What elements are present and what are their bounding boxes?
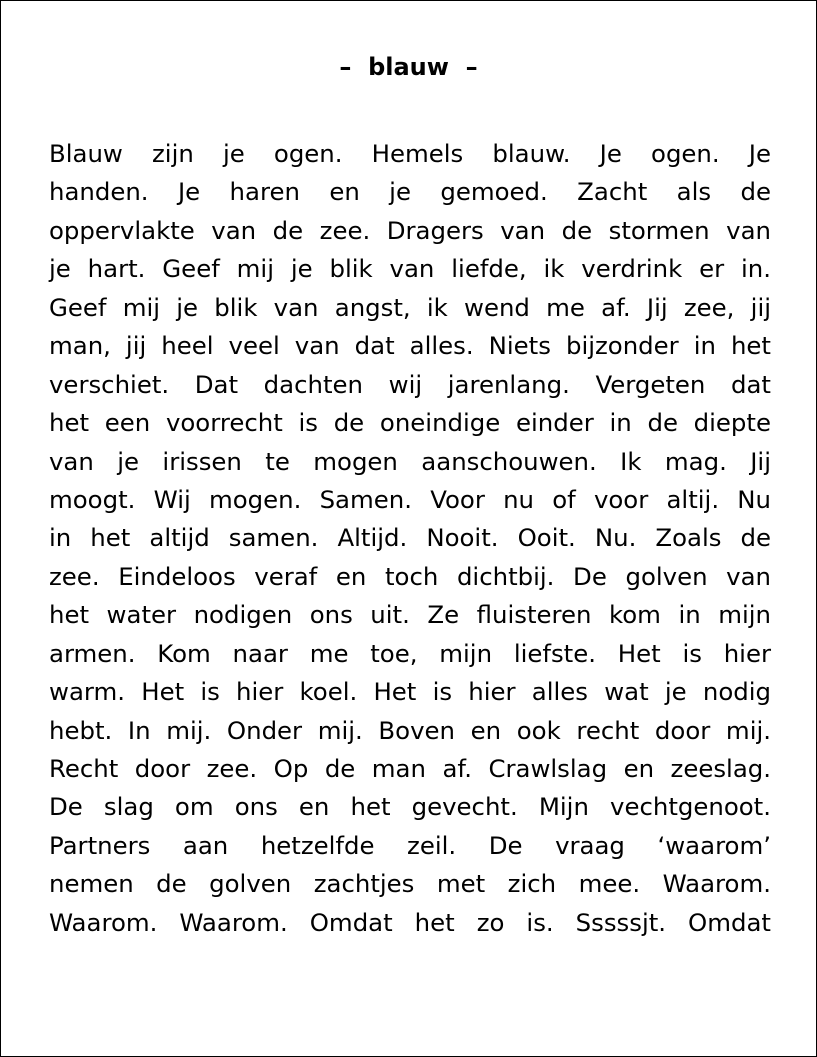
text-line: handen. Je haren en je gemoed. Zacht als de (49, 177, 771, 207)
text-line: warm. Het is hier koel. Het is hier alles wat je nodig (49, 677, 771, 707)
text-line: Blauw zijn je ogen. Hemels blauw. Je ogen. Je (49, 139, 771, 168)
text-line: verschiet. Dat dachten wij jarenlang. Vergeten dat (49, 369, 771, 399)
text-line: zee. Eindeloos veraf en toch dichtbij. De golven van (49, 561, 771, 591)
body-paragraph (49, 135, 771, 942)
text-line: man, jij heel veel van dat alles. Niets bijzonder in het (49, 331, 771, 361)
page-title: – blauw – (339, 53, 478, 81)
text-line: je hart. Geef mij je blik van liefde, ik verdrink er in. (49, 254, 771, 284)
text-line: Recht door zee. Op de man af. Crawlslag en zeeslag. (49, 754, 771, 783)
text-line: oppervlakte van de zee. Dragers van de stormen van (49, 215, 771, 245)
text-line: van je irissen te mogen aanschouwen. Ik mag. Jij (49, 446, 771, 476)
text-line: het een voorrecht is de oneindige einder in de diepte (49, 408, 771, 438)
text-line: nemen de golven zachtjes met zich mee. Waarom. (49, 869, 771, 899)
text-line: het water nodigen ons uit. Ze fluisteren kom in mijn (49, 600, 771, 630)
text-line: Geef mij je blik van angst, ik wend me af. Jij zee, jij (49, 292, 771, 322)
text-line: hebt. In mij. Onder mij. Boven en ook recht door mij. (49, 715, 771, 745)
text-line: Waarom. Waarom. Omdat het zo is. Sssssjt. Omdat (49, 907, 771, 937)
text-line: Partners aan hetzelfde zeil. De vraag ‘waarom’ (49, 830, 771, 860)
text-line: armen. Kom naar me toe, mijn liefste. Het is hier (49, 638, 771, 668)
text-line: in het altijd samen. Altijd. Nooit. Ooit. Nu. Zoals de (49, 523, 771, 553)
text-line: moogt. Wij mogen. Samen. Voor nu of voor altij. Nu (49, 484, 771, 514)
text-line: De slag om ons en het gevecht. Mijn vechtgenoot. (49, 792, 771, 822)
